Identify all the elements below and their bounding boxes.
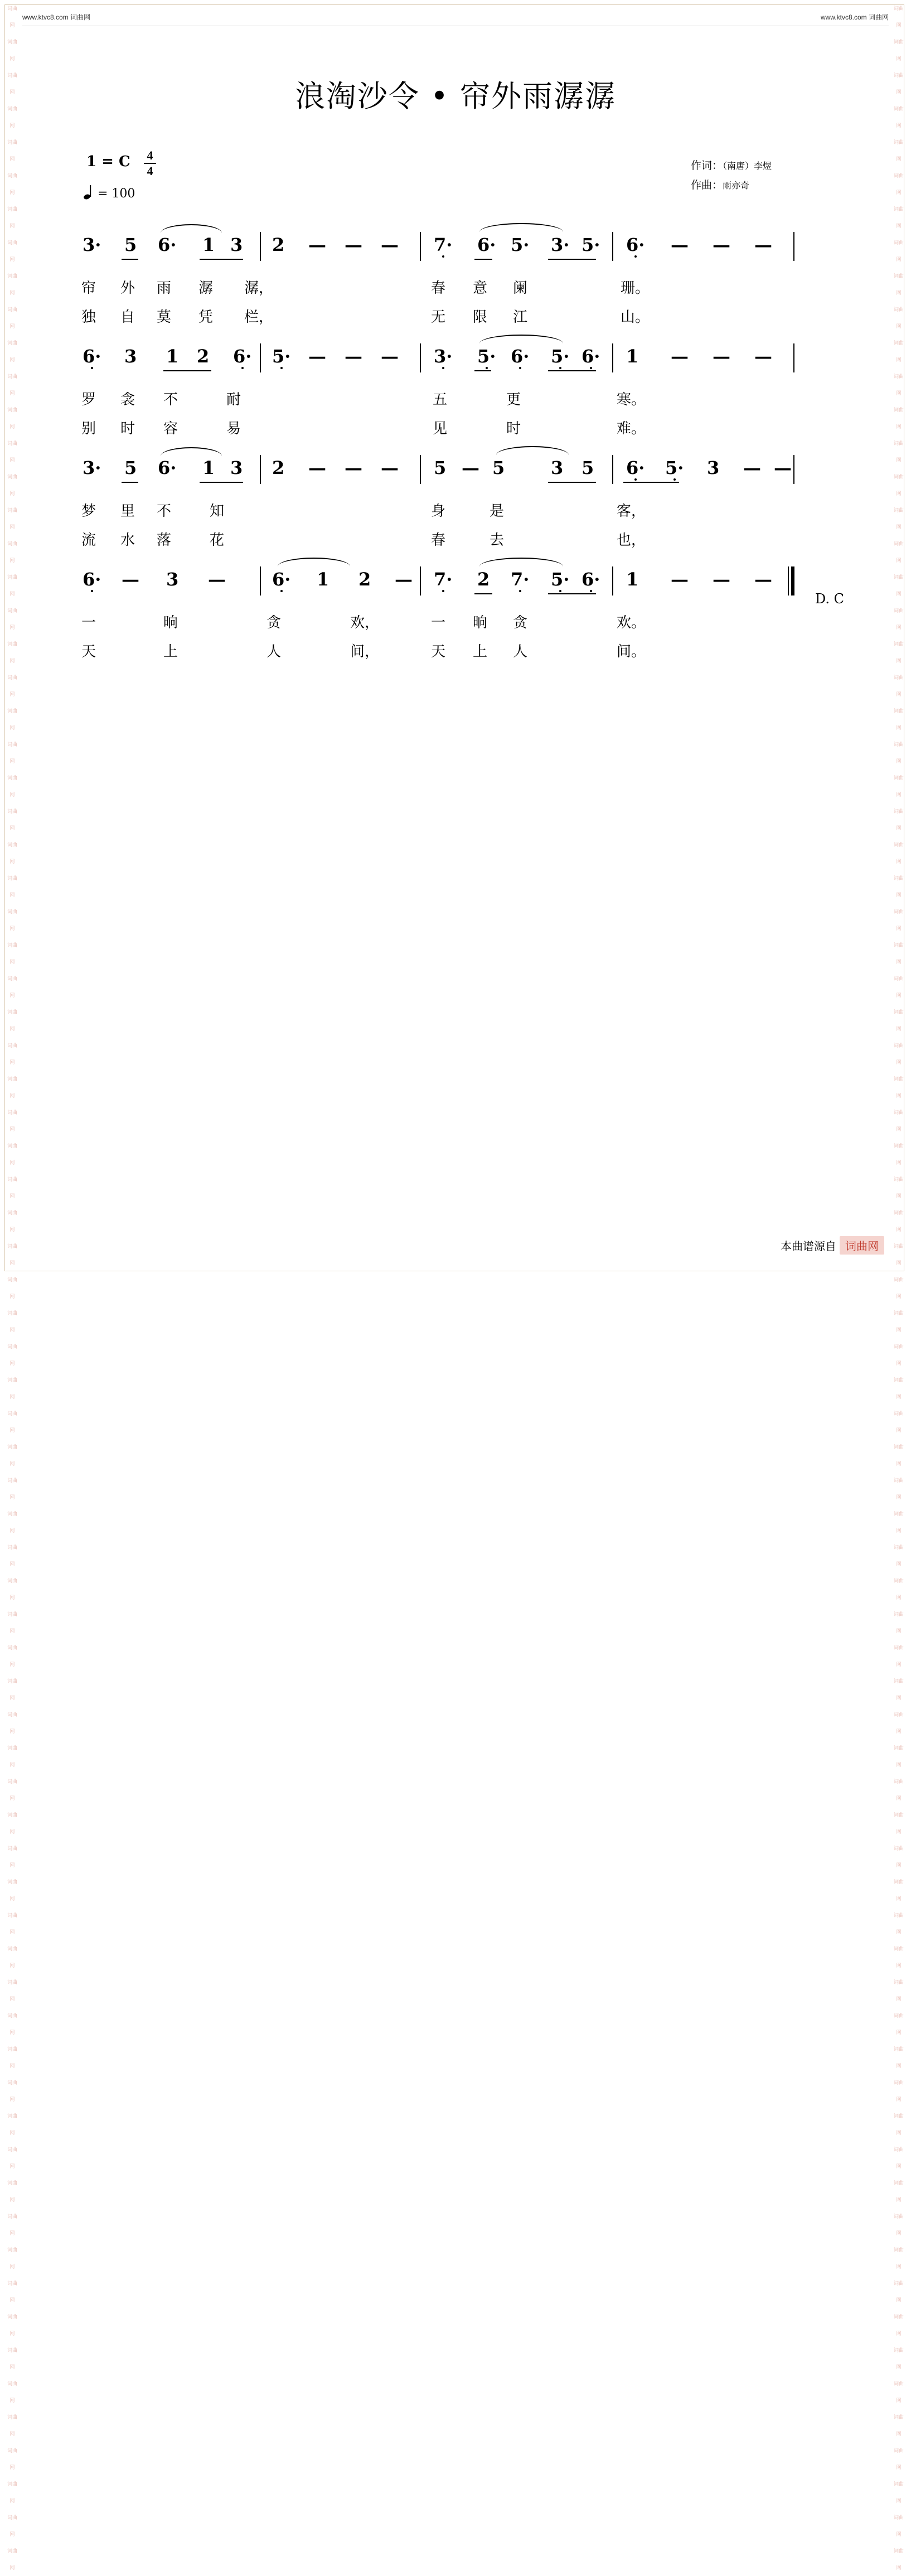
lyric: 耐 (226, 391, 241, 408)
note: 5· (477, 346, 496, 367)
note-dash: — (308, 234, 326, 255)
note-dash: — (754, 346, 772, 367)
note-dash: — (308, 346, 326, 367)
note: 7· (434, 569, 452, 590)
lyrics-row-4b (83, 640, 824, 666)
lyrics-row-4a (83, 611, 824, 637)
note: 3 (230, 234, 243, 255)
note: 3 (166, 569, 179, 590)
lyric: 人 (513, 643, 528, 660)
note-dash: — (713, 234, 730, 255)
beam-underline (548, 259, 596, 260)
note-dash: — (345, 346, 362, 367)
lyric: 一 (81, 614, 96, 631)
beam-underline (474, 593, 492, 594)
watermark-right: 词曲网 词曲网 词曲网 词曲网 词曲网 词曲网 词曲网 词曲网 词曲网 词曲网 词曲网 词曲网 词曲网 词曲网 词曲网 词曲网 词曲网 词曲网 词曲网 词曲网 词曲网 词曲网 词曲网 词曲网 词曲网 词曲网 词曲网 词曲网 词曲网 词曲网 词曲网 词曲网 词曲网 词曲网 词曲网 词曲网 词曲网 词曲网 词曲网 词曲网 词曲网 词曲网 词曲网 词曲网 词曲网 词曲网 词曲网 词曲网 词曲网 词曲网 词曲网 词曲网 词曲网 词曲网 词曲网 词曲网 词曲网 词曲网 词曲网 词曲网 词曲网 词曲网 词曲网 词曲网 词曲网 词曲网 词曲网 词曲网 词曲网 词曲网 词曲网 词曲网 词曲网 词曲网 词曲网 词曲网 词曲网 (893, 6, 904, 2570)
lyrics-row-3b (83, 529, 824, 554)
music-system-1 (83, 234, 824, 340)
lyric: 易 (226, 420, 241, 437)
note: 6· (233, 346, 251, 367)
tempo-value: = 100 (98, 187, 135, 201)
note: 2 (197, 346, 210, 367)
lyric: 雨 (157, 280, 172, 297)
note: 1 (626, 346, 639, 367)
lyric: 难。 (617, 420, 646, 437)
watermark-left: 词曲网 词曲网 词曲网 词曲网 词曲网 词曲网 词曲网 词曲网 词曲网 词曲网 词曲网 词曲网 词曲网 词曲网 词曲网 词曲网 词曲网 词曲网 词曲网 词曲网 词曲网 词曲网 词曲网 词曲网 词曲网 词曲网 词曲网 词曲网 词曲网 词曲网 词曲网 词曲网 词曲网 词曲网 词曲网 词曲网 词曲网 词曲网 词曲网 词曲网 词曲网 词曲网 词曲网 词曲网 词曲网 词曲网 词曲网 词曲网 词曲网 词曲网 词曲网 词曲网 词曲网 词曲网 词曲网 词曲网 词曲网 词曲网 词曲网 词曲网 词曲网 词曲网 词曲网 词曲网 词曲网 词曲网 词曲网 词曲网 词曲网 词曲网 词曲网 词曲网 词曲网 词曲网 词曲网 词曲网 词曲网 (7, 6, 17, 2570)
barline (420, 343, 421, 372)
note-dash: — (774, 457, 792, 478)
beam-underline (548, 482, 596, 483)
barline (612, 232, 613, 261)
lyric: 意 (473, 280, 488, 297)
lyric: 不 (163, 391, 178, 408)
note-dash: — (308, 457, 326, 478)
lyric: 欢。 (617, 614, 646, 631)
note: 3 (124, 346, 137, 367)
beam-underline (548, 370, 596, 371)
note-dash: — (381, 457, 399, 478)
note-dash: — (743, 457, 761, 478)
note: 5 (492, 457, 505, 478)
lyrics-row-1a (83, 277, 824, 302)
notes-row-1 (83, 234, 824, 269)
barline (420, 566, 421, 595)
note-dash: — (381, 234, 399, 255)
note: 6· (83, 346, 101, 367)
note-dash: — (122, 569, 139, 590)
note: 5 (582, 457, 594, 478)
lyric: 里 (120, 503, 135, 520)
lyric: 莫 (157, 309, 172, 326)
top-bar (22, 12, 889, 22)
beam-underline (623, 482, 679, 483)
note: 3· (83, 234, 101, 255)
lyric: 珊。 (621, 280, 650, 297)
lyric: 间。 (617, 643, 646, 660)
note: 5· (551, 346, 569, 367)
dc-mark: D. C (815, 591, 844, 607)
lyric: 花 (210, 532, 225, 549)
lyric: 更 (506, 391, 521, 408)
notes-row-2 (83, 346, 824, 380)
note: 6· (158, 457, 177, 478)
lyric: 也， (617, 532, 646, 549)
lyric: 上 (163, 643, 178, 660)
note-dash: — (345, 234, 362, 255)
lyric: 江 (513, 309, 528, 326)
lyric: 时 (120, 420, 135, 437)
footer-brand: 词曲网 (840, 1236, 884, 1255)
lyric: 山。 (621, 309, 650, 326)
lyric: 帘 (81, 280, 96, 297)
beam-underline (200, 259, 243, 260)
lyric: 见 (433, 420, 448, 437)
note: 1 (317, 569, 329, 590)
note: 6· (272, 569, 290, 590)
lyric: 落 (157, 532, 172, 549)
note-dash: — (381, 346, 399, 367)
lyric: 潺 (198, 280, 214, 297)
lyric: 天 (81, 643, 96, 660)
lyric: 阑 (513, 280, 528, 297)
note: 3 (551, 457, 564, 478)
lyric: 寒。 (617, 391, 646, 408)
lyric: 身 (431, 503, 446, 520)
lyric: 春 (431, 532, 446, 549)
time-signature-numerator: 4 (147, 148, 153, 162)
note-dash: — (671, 569, 689, 590)
lyric: 流 (81, 532, 96, 549)
barline (260, 232, 261, 261)
composer-line (691, 176, 772, 195)
beam-underline (163, 370, 211, 371)
lyric: 上 (473, 643, 488, 660)
beam-underline (122, 482, 138, 483)
notes-row-3 (83, 457, 824, 492)
lyric: 间， (350, 643, 380, 660)
note-dash: — (345, 457, 362, 478)
note-dash: — (754, 569, 772, 590)
beam-underline (474, 370, 491, 371)
lyric: 栏， (244, 309, 274, 326)
lyric: 晌 (473, 614, 488, 631)
footer (781, 1236, 884, 1255)
note: 2 (477, 569, 490, 590)
note: 5· (582, 234, 600, 255)
note: 6· (582, 569, 600, 590)
note: 2 (272, 234, 285, 255)
lyric: 外 (120, 280, 135, 297)
lyric: 梦 (81, 503, 96, 520)
lyric: 别 (81, 420, 96, 437)
note: 6· (626, 234, 645, 255)
music-system-3 (83, 457, 824, 563)
credits (691, 156, 772, 195)
barline (420, 455, 421, 484)
music-system-4 (83, 569, 824, 675)
beam-underline (548, 593, 596, 594)
lyric: 欢， (350, 614, 380, 631)
lyric: 罗 (81, 391, 96, 408)
footer-text: 本曲谱源自 (781, 1239, 836, 1253)
barline (793, 343, 794, 372)
note: 6· (83, 569, 101, 590)
note: 1 (202, 457, 215, 478)
composer-name: 雨亦奇 (722, 180, 749, 191)
lyric: 客， (617, 503, 646, 520)
lyric: 贪 (266, 614, 282, 631)
note: 6· (477, 234, 496, 255)
note: 5· (551, 569, 569, 590)
lyric: 容 (163, 420, 178, 437)
barline (793, 455, 794, 484)
composer-label: 作曲： (690, 179, 723, 191)
lyric: 独 (81, 309, 96, 326)
note: 6· (511, 346, 529, 367)
lyric: 不 (157, 503, 172, 520)
beam-underline (200, 482, 243, 483)
lyric: 无 (431, 309, 446, 326)
note: 5· (272, 346, 290, 367)
lyric: 是 (490, 503, 505, 520)
lyric: 自 (120, 309, 135, 326)
note: 6· (626, 457, 645, 478)
note-dash: — (671, 346, 689, 367)
lyric: 春 (431, 280, 446, 297)
lyric: 去 (490, 532, 505, 549)
barline (612, 343, 613, 372)
lyric: 潺， (244, 280, 274, 297)
lyric: 贪 (513, 614, 528, 631)
barline (260, 343, 261, 372)
lyric: 五 (433, 391, 448, 408)
note: 3· (83, 457, 101, 478)
barline (793, 232, 794, 261)
note: 6· (158, 234, 177, 255)
note-dash: — (395, 569, 413, 590)
lyric: 时 (506, 420, 521, 437)
lyric: 知 (210, 503, 225, 520)
note: 3 (707, 457, 720, 478)
note-dash: — (713, 346, 730, 367)
barline (612, 455, 613, 484)
beam-underline (122, 259, 138, 260)
barline (260, 455, 261, 484)
notes-row-4 (83, 569, 824, 603)
note: 5 (124, 234, 137, 255)
time-signature (144, 149, 156, 177)
note: 3 (230, 457, 243, 478)
time-signature-denominator: 4 (147, 164, 153, 178)
lyrics-row-3a (83, 500, 824, 525)
site-url-left: www.ktvc8.com 词曲网 (22, 13, 91, 21)
barline (260, 566, 261, 595)
lyrics-row-2a (83, 388, 824, 414)
note-dash: — (713, 569, 730, 590)
note: 1 (202, 234, 215, 255)
note-dash: — (208, 569, 226, 590)
beam-underline (474, 259, 492, 260)
note-dash: — (754, 234, 772, 255)
site-url-right: www.ktvc8.com 词曲网 (820, 13, 889, 21)
note: 1 (626, 569, 639, 590)
lyrics-row-1b (83, 306, 824, 331)
lyricist-name: （南唐）李煜 (722, 161, 772, 171)
note: 6· (582, 346, 600, 367)
barline (420, 232, 421, 261)
barline (612, 566, 613, 595)
note: 3· (434, 346, 452, 367)
lyric: 限 (473, 309, 488, 326)
lyricist-line (691, 156, 772, 176)
lyric: 天 (431, 643, 446, 660)
lyric: 一 (431, 614, 446, 631)
note-dash: — (671, 234, 689, 255)
note-dash: — (462, 457, 479, 478)
lyrics-row-2b (83, 417, 824, 443)
lyricist-label: 作词： (690, 159, 723, 172)
lyric: 晌 (163, 614, 178, 631)
note: 5· (665, 457, 684, 478)
quarter-note-icon (84, 184, 94, 201)
page-title: 浪淘沙令 • 帘外雨潺潺 (294, 79, 617, 114)
lyric: 凭 (198, 309, 214, 326)
note: 7· (434, 234, 452, 255)
note: 2 (272, 457, 285, 478)
lyric: 衾 (120, 391, 135, 408)
note: 1 (166, 346, 179, 367)
lyric: 人 (266, 643, 282, 660)
note: 3· (551, 234, 570, 255)
music-system-2 (83, 346, 824, 452)
final-barline (788, 566, 797, 595)
note: 5 (434, 457, 447, 478)
note: 5· (511, 234, 530, 255)
note: 5 (124, 457, 137, 478)
note: 2 (358, 569, 371, 590)
key-signature: 1 = C (86, 153, 130, 170)
note: 7· (511, 569, 529, 590)
tempo-marking (84, 184, 135, 201)
lyric: 水 (120, 532, 135, 549)
